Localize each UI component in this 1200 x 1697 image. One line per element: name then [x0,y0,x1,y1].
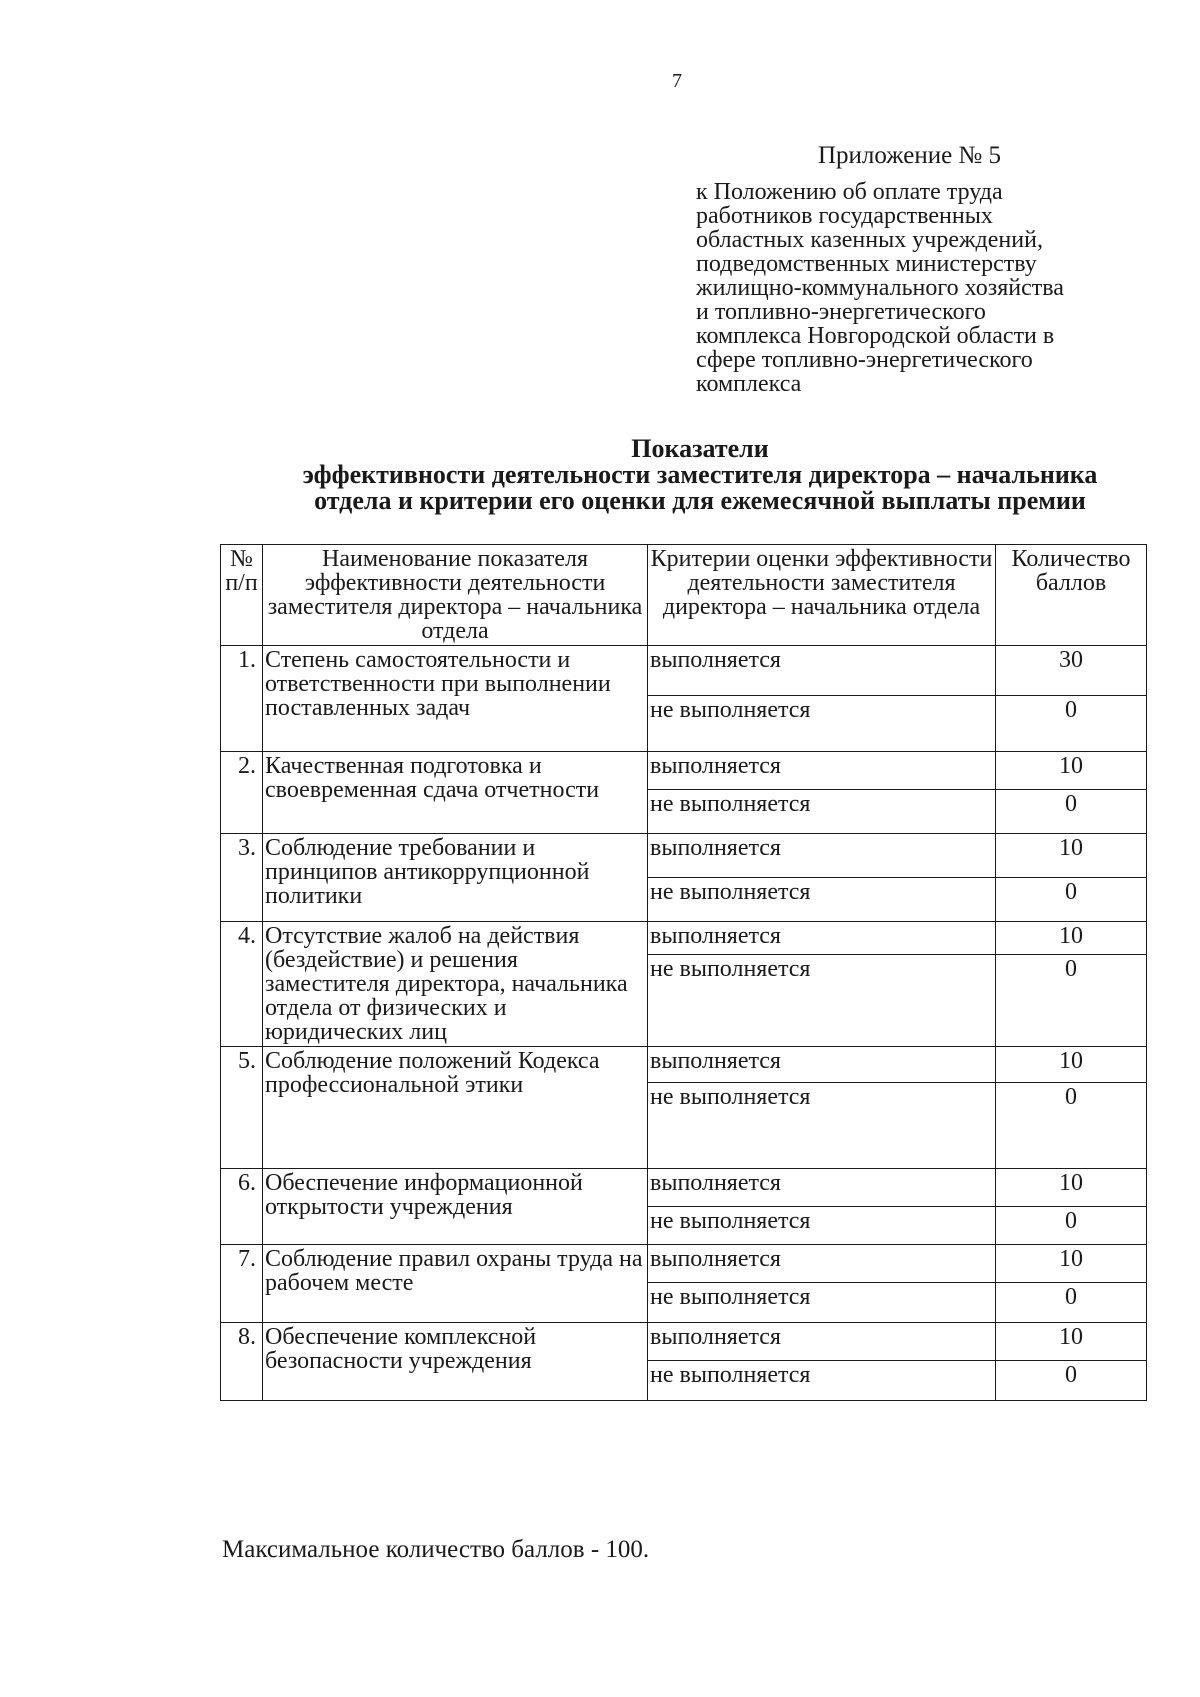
indicator-name: Обеспечение комплексной безопасности учреждения [263,1323,648,1401]
criterion-label: выполняется [648,752,996,790]
page-number: 7 [672,70,682,92]
header-num: № п/п [221,545,263,646]
indicator-name: Качественная подготовка и своевременная сдача отчетности [263,752,648,834]
heading-line-1: Показатели [631,434,769,463]
appendix-title: Приложение № 5 [818,142,1002,169]
criterion-label: выполняется [648,834,996,878]
appendix-line: работников государственных [696,203,993,229]
criterion-score: 0 [996,696,1147,752]
criterion-score: 10 [996,1047,1147,1083]
row-number: 2. [221,752,263,834]
row-number: 4. [221,922,263,1047]
table-row [221,1047,1147,1083]
criterion-score: 10 [996,1323,1147,1361]
criterion-score: 0 [996,1207,1147,1245]
criterion-score: 10 [996,922,1147,955]
criterion-label: не выполняется [648,1207,996,1245]
criterion-label: не выполняется [648,1083,996,1169]
appendix-body [696,180,1156,396]
table-body [221,646,1147,1401]
criterion-score: 0 [996,1083,1147,1169]
heading-line-2: эффективности деятельности заместителя директора – начальника [302,460,1098,489]
appendix-line: подведомственных министерству [696,251,1037,277]
row-number: 7. [221,1245,263,1323]
table-row [221,646,1147,696]
appendix-line: областных казенных учреждений, [696,227,1043,253]
row-number: 3. [221,834,263,922]
header-score: Количество баллов [996,545,1147,646]
indicator-name: Отсутствие жалоб на действия (бездействие) и решения заместителя директора, начальника отдела от физических и юридических лиц [263,922,648,1047]
table-row [221,1169,1147,1207]
criterion-score: 0 [996,878,1147,922]
criterion-score: 10 [996,752,1147,790]
table-row [221,922,1147,955]
appendix-line: комплекса [696,371,802,397]
table-row [221,1323,1147,1361]
criterion-label: не выполняется [648,696,996,752]
row-number: 5. [221,1047,263,1169]
criterion-score: 30 [996,646,1147,696]
criterion-label: выполняется [648,1047,996,1083]
indicator-name: Степень самостоятельности и ответственности при выполнении поставленных задач [263,646,648,752]
indicator-name: Соблюдение требовании и принципов антикоррупционной политики [263,834,648,922]
appendix-line: сфере топливно-энергетического [696,347,1033,373]
max-score-note: Максимальное количество баллов - 100. [222,1536,650,1563]
row-number: 8. [221,1323,263,1401]
indicators-table [220,544,1147,1401]
document-heading [200,436,1200,514]
header-criteria: Критерии оценки эффективности деятельности заместителя директора – начальника отдела [648,545,996,646]
row-number: 1. [221,646,263,752]
criterion-label: выполняется [648,1169,996,1207]
appendix-line: и топливно-энергетического [696,299,986,325]
criterion-label: выполняется [648,1323,996,1361]
criterion-score: 0 [996,954,1147,1046]
criterion-score: 10 [996,1245,1147,1283]
criterion-score: 10 [996,1169,1147,1207]
indicator-name: Соблюдение правил охраны труда на рабочем месте [263,1245,648,1323]
criterion-score: 0 [996,790,1147,834]
heading-line-3: отдела и критерии его оценки для ежемесячной выплаты премии [314,486,1086,515]
table-row [221,834,1147,878]
appendix-line: жилищно-коммунального хозяйства [696,275,1064,301]
criterion-label: не выполняется [648,1283,996,1323]
header-name: Наименование показателя эффективности деятельности заместителя директора – начальника отдела [263,545,648,646]
criterion-label: не выполняется [648,790,996,834]
table-header-row [221,545,1147,646]
table-row [221,1245,1147,1283]
criterion-score: 0 [996,1361,1147,1401]
table-row [221,752,1147,790]
criterion-label: выполняется [648,922,996,955]
criterion-label: выполняется [648,1245,996,1283]
criterion-label: не выполняется [648,954,996,1046]
appendix-line: комплекса Новгородской области в [696,323,1055,349]
criterion-score: 0 [996,1283,1147,1323]
criterion-label: выполняется [648,646,996,696]
criterion-score: 10 [996,834,1147,878]
row-number: 6. [221,1169,263,1245]
indicator-name: Соблюдение положений Кодекса профессиональной этики [263,1047,648,1169]
appendix-line: к Положению об оплате труда [696,179,1003,205]
criterion-label: не выполняется [648,1361,996,1401]
indicator-name: Обеспечение информационной открытости учреждения [263,1169,648,1245]
criterion-label: не выполняется [648,878,996,922]
